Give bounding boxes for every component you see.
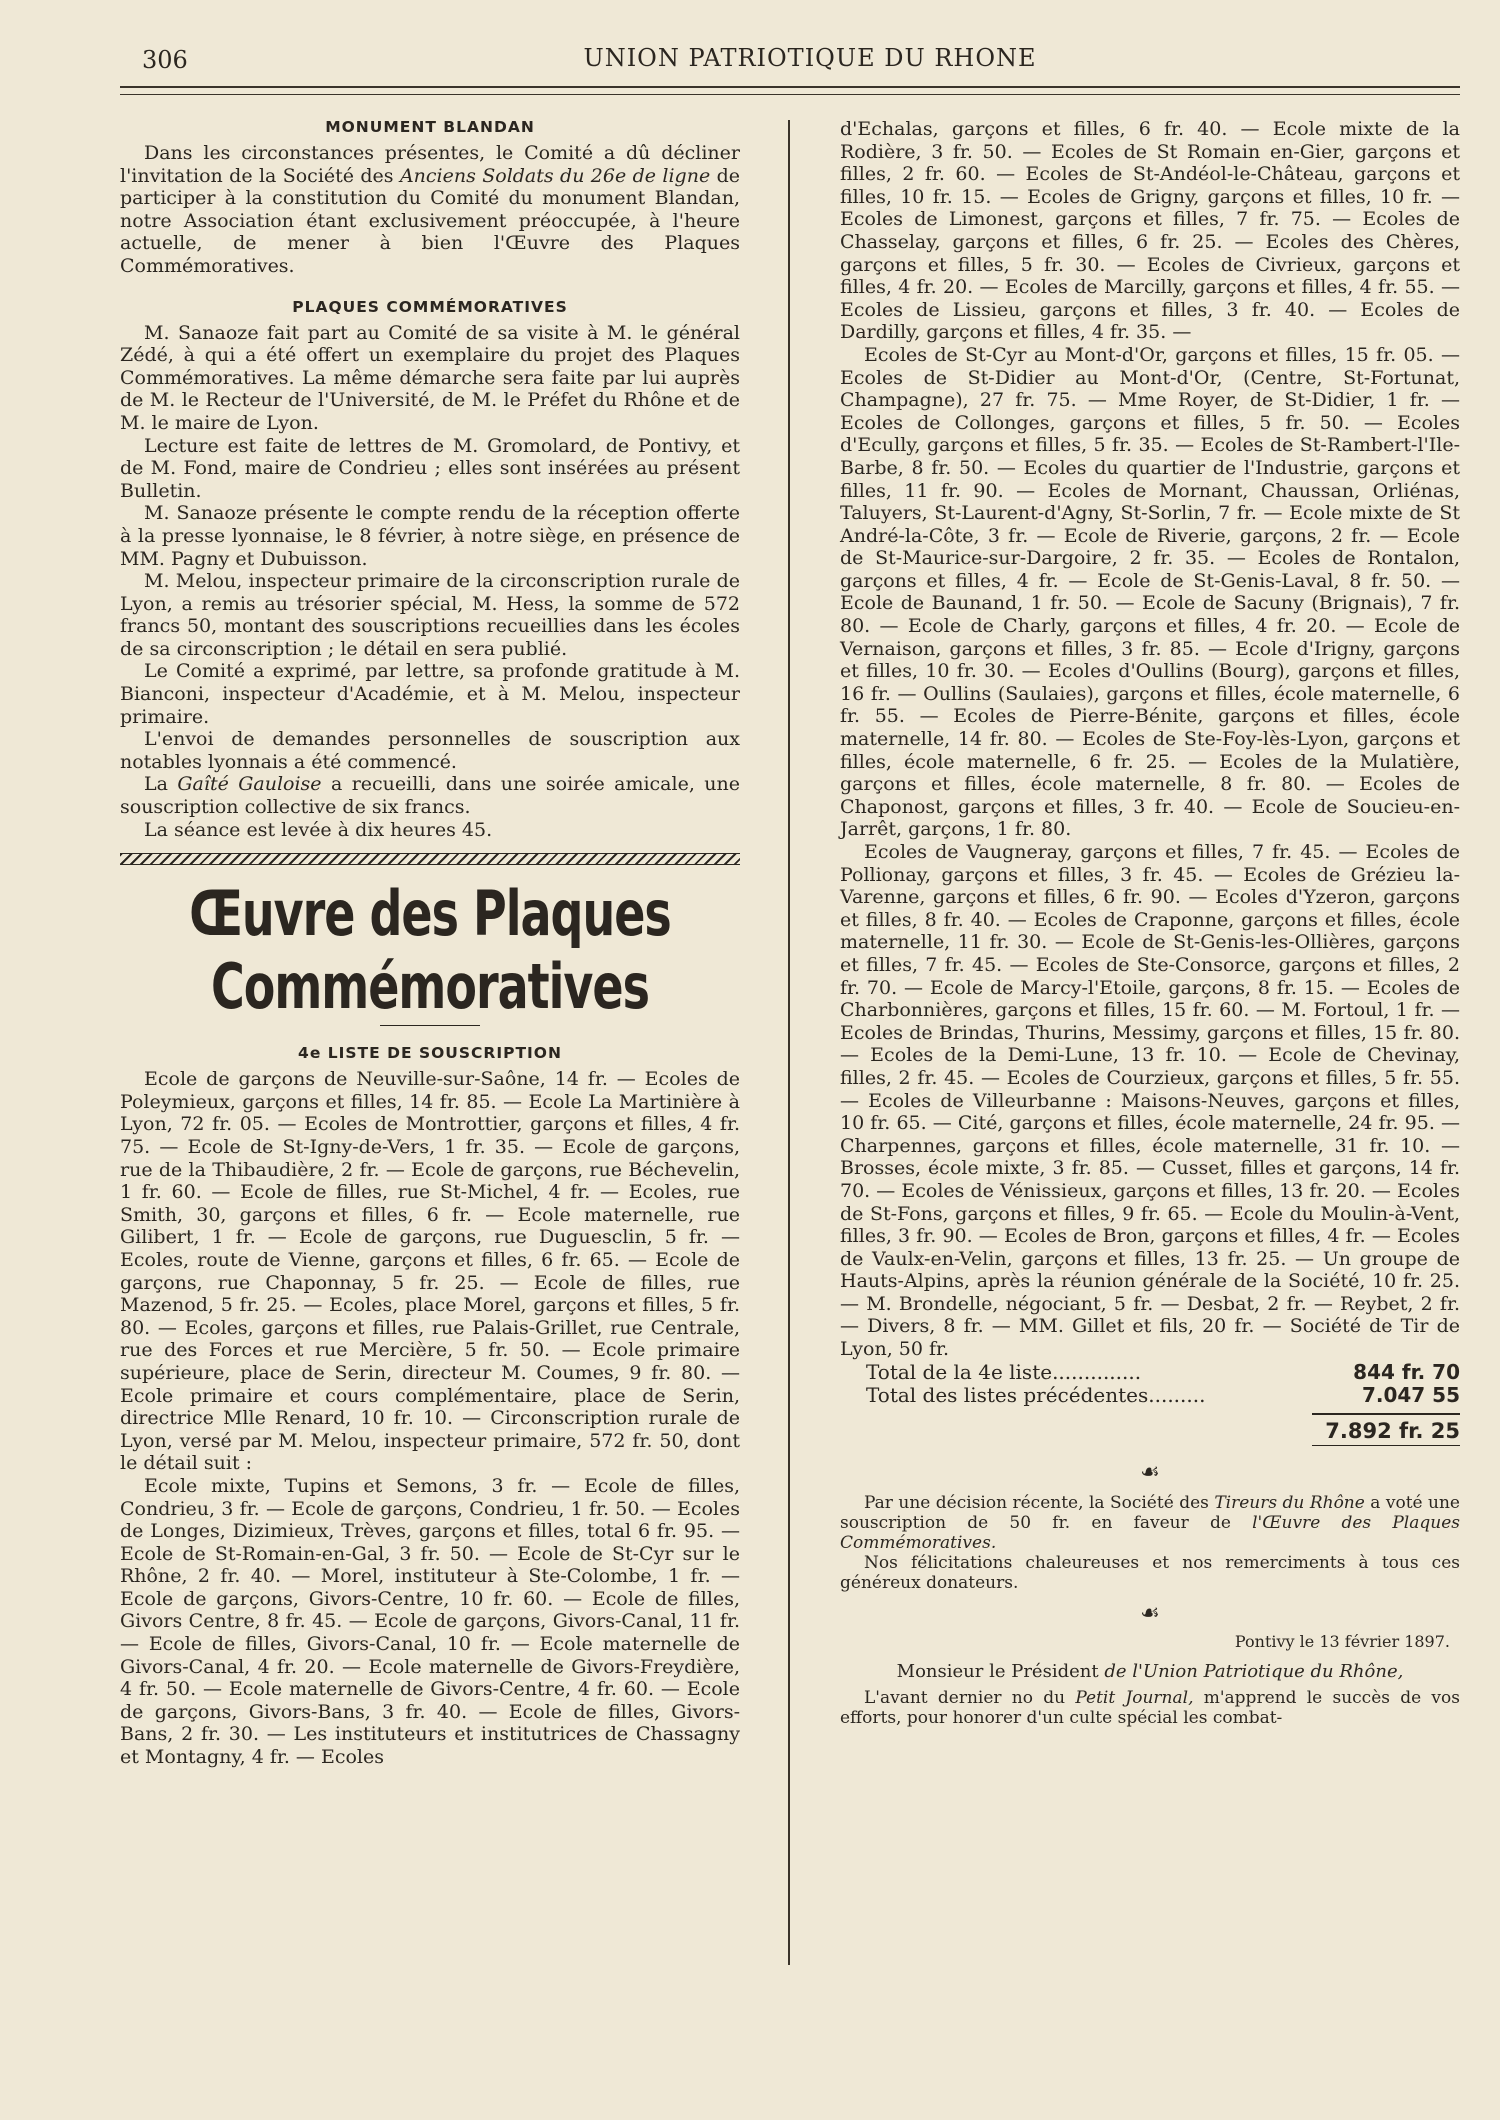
plaques-paragraph-5: Le Comité a exprimé, par lettre, sa profonde gratitude à M. Bianconi, inspecteur d'Académie, et à M. Melou, inspecteur primaire. (120, 660, 740, 728)
plaques-paragraph-7 (120, 773, 740, 818)
letter-salutation (840, 1661, 1460, 1682)
letter-dateline: Pontivy le 13 février 1897. (1234, 1631, 1450, 1651)
thanks-notice: Nos félicitations chaleureuses et nos remerciments à tous ces généreux donateurs. (840, 1552, 1460, 1593)
total-row-current (840, 1361, 1460, 1384)
plaques-paragraph-1: M. Sanaoze fait part au Comité de sa visite à M. le général Zédé, à qui a été offert un exemplaire du projet des Plaques Commémoratives. La même démarche sera faite par lui auprès de M. le Recteur de l'Université, de M. le Préfet du Rhône et de M. le maire de Lyon. (120, 321, 740, 434)
total-previous-label: Total des listes précédentes (866, 1382, 1149, 1407)
notice-start: Par une décision récente, la Société des (864, 1492, 1209, 1513)
total-previous-dots: ......... (1148, 1382, 1206, 1407)
salutation-start: Monsieur le Président (896, 1660, 1099, 1682)
column-divider (788, 120, 790, 1965)
total-current-label: Total de la 4e liste (866, 1359, 1053, 1384)
grand-total: 7.892 fr. 25 (1325, 1418, 1460, 1443)
total-current-dots: .............. (1052, 1359, 1142, 1384)
monument-heading: MONUMENT BLANDAN (325, 118, 535, 136)
salutation-org: de l'Union Patriotique du Rhône, (1104, 1660, 1404, 1682)
header-rule-thin (120, 94, 1460, 95)
notice-middle: a voté une souscription de 50 fr. en faveur de (840, 1492, 1460, 1533)
subscription-list-5: Ecoles de Vaugneray, garçons et filles, 7 fr. 45. — Ecoles de Pollionay, garçons et filles, 3 fr. 45. — Ecoles de Grézieu la-Varenne, garçons et filles, 6 fr. 90. — Ecoles d'Yzeron, garçons et filles, 8 fr. 40. — Ecoles de Craponne, garçons et filles, école maternelle, 11 fr. 30. — Ecole de St-Genis-les-Ollières, garçons et filles, 7 fr. 45. — Ecoles de Ste-Consorce, garçons et filles, 2 fr. 70. — Ecole de Marcy-l'Etoile, garçons, 8 fr. 15. — Ecoles de Charbonnières, garçons et filles, 15 fr. 60. — M. Fortoul, 1 fr. — Ecoles de Brindas, Thurins, Messimy, garçons et filles, 15 fr. 80. — Ecoles de la Demi-Lune, 13 fr. 10. — Ecole de Chevinay, filles, 2 fr. 45. — Ecoles de Courzieux, garçons et filles, 5 fr. 55. — Ecoles de Villeurbanne : Maisons-Neuves, garçons et filles, 10 fr. 65. — Cité, garçons et filles, école maternelle, 24 fr. 95. — Charpennes, garçons et filles, école maternelle, 31 fr. 10. — Brosses, école mixte, 3 fr. 85. — Cusset, filles et garçons, 14 fr. 70. — Ecoles de Vénissieux, garçons et filles, 13 fr. 20. — Ecoles de St-Fons, garçons et filles, 9 fr. 65. — Ecole du Moulin-à-Vent, filles, 3 fr. 90. — Ecoles de Bron, garçons et filles, 4 fr. — Ecoles de Vaulx-en-Velin, garçons et filles, 13 fr. 25. — Un groupe de Hauts-Alpins, après la réunion générale de la Société, 10 fr. 25. — M. Brondelle, négociant, 5 fr. — Desbat, 2 fr. — Reybet, 2 fr. — Divers, 8 fr. — MM. Gillet et fils, 20 fr. — Société de Tir de Lyon, 50 fr. (840, 841, 1460, 1361)
subscription-list-1: Ecole de garçons de Neuville-sur-Saône, 14 fr. — Ecoles de Poleymieux, garçons et filles, 14 fr. 85. — Ecole La Martinière à Lyon, 72 fr. 05. — Ecoles de Montrottier, garçons et filles, 4 fr. 75. — Ecole de St-Igny-de-Vers, 1 fr. 35. — Ecole de garçons, rue de la Thibaudière, 2 fr. — Ecole de garçons, rue Béchevelin, 1 fr. 60. — Ecole de filles, rue St-Michel, 4 fr. — Ecoles, rue Smith, 30, garçons et filles, 6 fr. — Ecole maternelle, rue Gilibert, 1 fr. — Ecole de garçons, rue Duguesclin, 5 fr. — Ecoles, route de Vienne, garçons et filles, 6 fr. 65. — Ecole de garçons, rue Chaponnay, 5 fr. 25. — Ecole de filles, rue Mazenod, 5 fr. 25. — Ecoles, place Morel, garçons et filles, 5 fr. 80. — Ecoles, garçons et filles, rue Palais-Grillet, rue Centrale, rue des Forces et rue Mercière, 5 fr. 50. — Ecole primaire supérieure, place de Serin, directeur M. Coumes, 9 fr. 80. — Ecole primaire et cours complémentaire, place de Serin, directrice Mlle Renard, 10 fr. 10. — Circonscription rurale de Lyon, versé par M. Melou, inspecteur primaire, 572 fr. 50, dont le détail suit : (120, 1068, 740, 1475)
total-current-amount: 844 fr. 70 (1353, 1359, 1460, 1384)
gaite-gauloise: Gaîté Gauloise (177, 773, 322, 796)
plaques-p7-end: a recueilli, dans une soirée amicale, une souscription collective de six francs. (120, 773, 740, 819)
right-column (840, 118, 1460, 1728)
monument-paragraph (120, 142, 740, 278)
plaques-paragraph-8: La séance est levée à dix heures 45. (144, 818, 493, 841)
subscription-list-4: Ecoles de St-Cyr au Mont-d'Or, garçons et filles, 15 fr. 05. — Ecoles de St-Didier au Mont-d'Or, (Centre, St-Fortunat, Champagne), 27 fr. 75. — Mme Royer, de St-Didier, 1 fr. — Ecoles de Collonges, garçons et filles, 5 fr. 50. — Ecoles d'Ecully, garçons et filles, 5 fr. 35. — Ecoles de St-Rambert-l'Ile-Barbe, 8 fr. 50. — Ecoles du quartier de l'Industrie, garçons et filles, 11 fr. 90. — Ecoles de Mornant, Chaussan, Orliénas, Taluyers, St-Laurent-d'Agny, St-Sorlin, 7 fr. — Ecole mixte de St André-la-Côte, 3 fr. — Ecole de Riverie, garçons, 2 fr. — Ecole de St-Maurice-sur-Dargoire, 2 fr. 35. — Ecoles de Rontalon, garçons et filles, 4 fr. — Ecole de St-Genis-Laval, 8 fr. 50. — Ecole de Baunand, 1 fr. 50. — Ecole de Sacuny (Brignais), 7 fr. 80. — Ecole de Charly, garçons et filles, 4 fr. 20. — Ecole de Vernaison, garçons et filles, 3 fr. 85. — Ecole d'Irigny, garçons et filles, 10 fr. 30. — Ecoles d'Oullins (Bourg), garçons et filles, 16 fr. — Oullins (Saulaies), garçons et filles, école maternelle, 6 fr. 55. — Ecoles de Pierre-Bénite, garçons et filles, école maternelle, 14 fr. 80. — Ecoles de Ste-Foy-lès-Lyon, garçons et filles, école maternelle, 6 fr. 25. — Ecoles de la Mulatière, garçons et filles, école maternelle, 8 fr. 80. — Ecoles de Chaponost, garçons et filles, 3 fr. 40. — Ecole de Soucieu-en-Jarrêt, garçons, 1 fr. 80. (840, 343, 1460, 841)
petit-journal: Petit Journal, (1075, 1687, 1194, 1708)
oeuvre-name: l'Œuvre des Plaques Commémoratives. (840, 1512, 1460, 1553)
plaques-heading: PLAQUES COMMÉMORATIVES (292, 297, 568, 316)
plaques-p7-start: La (144, 773, 168, 796)
plaques-paragraph-2: Lecture est faite de lettres de M. Gromolard, de Pontivy, et de M. Fond, maire de Condrieu ; elles sont insérées au présent Bulletin. (120, 434, 740, 502)
list-heading: 4e LISTE DE SOUSCRIPTION (298, 1044, 562, 1063)
total-row-previous (840, 1384, 1460, 1407)
subscription-list-2: Ecole mixte, Tupins et Semons, 3 fr. — Ecole de filles, Condrieu, 3 fr. — Ecole de garçons, Condrieu, 1 fr. 50. — Ecoles de Longes, Dizimieux, Trèves, garçons et filles, total 6 fr. 95. — Ecole de St-Romain-en-Gal, 3 fr. 50. — Ecole de St-Cyr sur le Rhône, 2 fr. 40. — Morel, instituteur à Ste-Colombe, 1 fr. — Ecole de garçons, Givors-Centre, 10 fr. 60. — Ecole de filles, Givors Centre, 8 fr. 45. — Ecole de garçons, Givors-Canal, 11 fr. — Ecole de filles, Givors-Canal, 10 fr. — Ecole maternelle de Givors-Canal, 4 fr. 20. — Ecole maternelle de Givors-Freydière, 4 fr. 50. — Ecole maternelle de Givors-Centre, 4 fr. 60. — Ecole de garçons, Givors-Bans, 3 fr. 40. — Ecole de filles, Givors-Bans, 2 fr. 30. — Les instituteurs et institutrices de Chassagny et Montagny, 4 fr. — Ecoles (120, 1474, 740, 1769)
ornamental-divider (120, 853, 740, 865)
subscription-list-3: d'Echalas, garçons et filles, 6 fr. 40. — Ecole mixte de la Rodière, 3 fr. 50. — Ecoles de St Romain en-Gier, garçons et filles, 2 fr. 60. — Ecoles de St-Andéol-le-Château, garçons et filles, 10 fr. 15. — Ecoles de Grigny, garçons et filles, 10 fr. — Ecoles de Limonest, garçons et filles, 7 fr. 75. — Ecoles de Chasselay, garçons et filles, 6 fr. 25. — Ecoles des Chères, garçons et filles, 5 fr. 30. — Ecoles de Civrieux, garçons et filles, 4 fr. 20. — Ecoles de Marcilly, garçons et filles, 4 fr. 55. — Ecoles de Lissieu, garçons et filles, 3 fr. 40. — Ecoles de Dardilly, garçons et filles, 4 fr. 35. — (840, 118, 1460, 344)
monument-text-end: de participer à la constitution du Comité du monument Blandan, notre Association étant exclusivement préoccupée, à l'heure actuelle, de mener à bien l'Œuvre des Plaques Commémoratives. (120, 164, 740, 277)
running-title: UNION PATRIOTIQUE DU RHONE (583, 44, 1037, 72)
page-header (120, 40, 1460, 80)
letter-body (840, 1688, 1460, 1728)
page-number: 306 (142, 46, 188, 74)
left-column (120, 118, 740, 1769)
plaques-paragraph-4: M. Melou, inspecteur primaire de la circonscription rurale de Lyon, a remis au trésorier spécial, M. Hess, la somme de 572 francs 50, montant des souscriptions recueillies dans les écoles de sa circonscription ; le détail en sera publié. (120, 570, 740, 660)
letter-start: L'avant dernier no du (864, 1687, 1066, 1708)
plaques-paragraph-3: M. Sanaoze présente le compte rendu de la réception offerte à la presse lyonnaise, le 8 février, à notre siège, en présence de MM. Pagny et Dubuisson. (120, 502, 740, 570)
fleuron-icon-2: ☙ (1140, 1600, 1160, 1626)
monument-society-name: Anciens Soldats du 26e de ligne (399, 164, 711, 187)
plaques-paragraph-6: L'envoi de demandes personnelles de souscription aux notables lyonnais a été commencé. (120, 728, 740, 773)
letter-end: m'apprend le succès de vos efforts, pour honorer d'un culte spécial les combat- (840, 1687, 1460, 1728)
grand-total-rule (1312, 1445, 1460, 1446)
tireurs-notice (840, 1493, 1460, 1553)
tireurs-name: Tireurs du Rhône (1214, 1492, 1365, 1513)
oeuvre-title: Œuvre des Plaques Commémoratives (189, 877, 671, 1024)
monument-text: Dans les circonstances présentes, le Comité a dû décliner l'invitation de la Société des (120, 142, 740, 187)
totals-block (840, 1361, 1460, 1446)
fleuron-icon: ☙ (1140, 1459, 1160, 1485)
total-previous-amount: 7.047 55 (1361, 1382, 1460, 1407)
title-rule (380, 1025, 480, 1026)
header-rule (120, 86, 1460, 88)
total-rule (1312, 1413, 1460, 1415)
